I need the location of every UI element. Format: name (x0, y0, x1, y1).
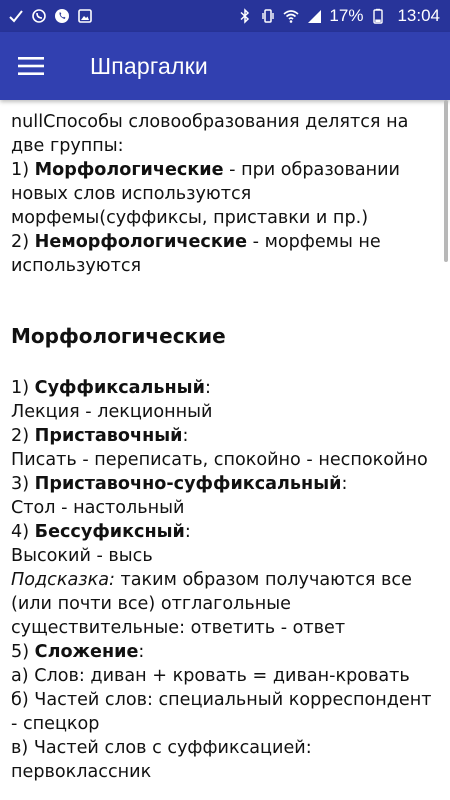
method2-title: Приставочный (34, 426, 183, 446)
phone-icon (54, 8, 70, 24)
method1-title: Суффиксальный (34, 378, 205, 398)
method5-title: Сложение (34, 642, 139, 662)
intro-text: nullСпособы словообразования делятся на две группы: (11, 112, 409, 156)
app-title: Шпаргалки (90, 52, 208, 79)
scrollbar-thumb[interactable] (444, 100, 448, 262)
section-heading: Морфологические (11, 324, 226, 348)
group2-number: 2) (11, 232, 35, 252)
hint-text: таким образом получаются все (или почти все) отглагольные существительные: ответить - ответ (11, 570, 412, 638)
battery-icon (370, 8, 386, 24)
method5-number: 5) (11, 642, 35, 662)
method2-colon: : (182, 426, 189, 446)
hint-label: Подсказка: (11, 570, 115, 590)
method4-colon: : (184, 522, 191, 542)
method5-example-a: а) Слов: диван + кровать = диван-кровать (11, 666, 410, 686)
methods-list (11, 376, 442, 784)
wifi-icon (283, 8, 299, 24)
notification-icon (8, 8, 24, 24)
method4-number: 4) (11, 522, 35, 542)
group1-text: - при образовании новых слов используются морфемы(суффиксы, приставки и пр.) (11, 160, 400, 228)
method2-example: Писать - переписать, спокойно - неспокойно (11, 450, 428, 470)
photo-icon (77, 8, 93, 24)
spacer (11, 278, 442, 324)
method3-title: Приставочно-суффиксальный (34, 474, 342, 494)
status-bar (0, 0, 450, 32)
app-bar (0, 32, 450, 100)
status-clock: 13:04 (397, 6, 440, 25)
content-area[interactable] (0, 100, 450, 800)
method1-number: 1) (11, 378, 35, 398)
vibrate-icon (260, 8, 276, 24)
method1-example: Лекция - лекционный (11, 402, 213, 422)
group1-number: 1) (11, 160, 35, 180)
status-left (8, 8, 93, 24)
method4-title: Бессуфиксный (34, 522, 185, 542)
method2-number: 2) (11, 426, 35, 446)
viber-icon (31, 8, 47, 24)
signal-icon (306, 8, 322, 24)
method5-example-c: в) Частей слов с суффиксацией: первоклассник (11, 738, 312, 782)
group1-title: Морфологические (34, 160, 224, 180)
bluetooth-icon (237, 8, 253, 24)
group2-title: Неморфологические (34, 232, 248, 252)
method4-example: Высокий - высь (11, 546, 153, 566)
hamburger-menu-icon (18, 56, 44, 76)
method5-example-b: б) Частей слов: специальный корреспондент - спецкор (11, 690, 432, 734)
status-right (237, 6, 440, 26)
method3-number: 3) (11, 474, 35, 494)
battery-percent: 17% (329, 6, 364, 25)
method3-example: Стол - настольный (11, 498, 185, 518)
intro-paragraph (11, 110, 442, 278)
method3-colon: : (341, 474, 348, 494)
menu-button[interactable] (0, 32, 62, 100)
method5-colon: : (138, 642, 145, 662)
group2-text: - морфемы не используются (11, 232, 381, 276)
method1-colon: : (204, 378, 211, 398)
